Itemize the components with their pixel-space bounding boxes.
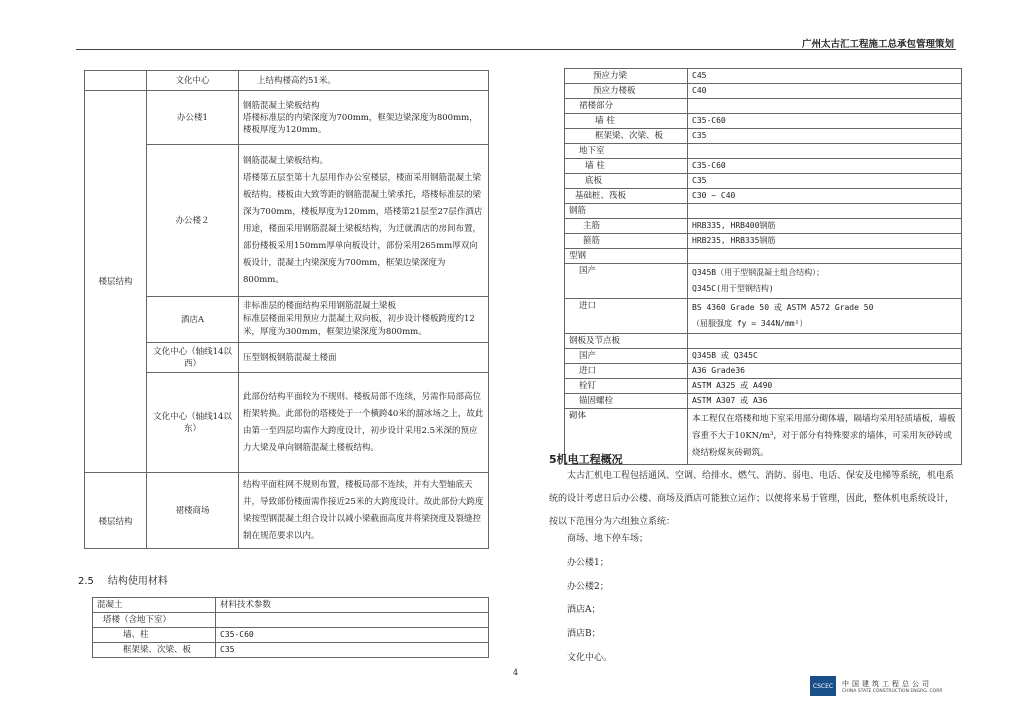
table-cell: 文化中心: [147, 71, 239, 91]
table-cell: 主筋: [565, 219, 688, 234]
table-cell: 裙楼部分: [565, 99, 688, 114]
system-list: [549, 528, 648, 671]
floor-structure-table: [84, 70, 489, 549]
table-cell: 本工程仅在塔楼和地下室采用部分砌体墙，隔墙均采用轻质墙板，墙板容重不大于10KN/m³，对于部分有特殊要求的墙体，可采用灰砂砖或烧结粉煤灰砖砌筑。: [688, 409, 962, 465]
cscec-logo-icon: CSCEC: [810, 676, 836, 696]
table-cell: 裙楼商场: [147, 473, 239, 549]
table-cell: C35: [688, 174, 962, 189]
section-heading-2-5: [78, 572, 168, 587]
table-cell: 预应力梁: [565, 69, 688, 84]
table-cell: 栓钉: [565, 379, 688, 394]
row-group-label: 楼层结构: [85, 91, 147, 473]
table-cell: 框架梁、次梁、板: [93, 643, 216, 658]
table-cell: ASTM A325 或 A490: [688, 379, 962, 394]
table-cell: C35-C60: [688, 159, 962, 174]
list-item: 酒店A；: [567, 605, 601, 616]
table-cell: 钢筋混凝土梁板结构 塔楼标准层的内梁深度为700mm，框架边梁深度为800mm，楼板厚度为120mm。: [239, 91, 489, 145]
table-cell: [85, 71, 147, 91]
table-cell: [688, 99, 962, 114]
table-cell: HRB235, HRB335钢筋: [688, 234, 962, 249]
section-heading-5: 5机电工程概况: [549, 453, 623, 466]
list-item: 办公楼1；: [567, 557, 609, 568]
table-cell: C40: [688, 84, 962, 99]
table-cell: 进口: [565, 364, 688, 379]
table-cell: [688, 144, 962, 159]
table-cell: 型钢: [565, 249, 688, 264]
table-cell: 文化中心（轴线14以西）: [147, 343, 239, 373]
table-cell: [688, 334, 962, 349]
document-header-title: 广州太古汇工程施工总承包管理策划: [801, 39, 954, 50]
table-cell: 砌体: [565, 409, 688, 465]
table-cell: ASTM A307 或 A36: [688, 394, 962, 409]
header-rule: [76, 49, 956, 50]
table-cell: 预应力楼板: [565, 84, 688, 99]
table-cell: 混凝土: [93, 598, 216, 613]
table-cell: 锚固螺栓: [565, 394, 688, 409]
table-cell: 办公楼２: [147, 145, 239, 297]
page-number: 4: [513, 668, 519, 677]
table-cell: 材料技术参数: [216, 598, 489, 613]
section-number: 2.5: [78, 576, 94, 587]
material-table-left: [92, 597, 489, 658]
company-logo: [810, 676, 943, 696]
list-item: 文化中心。: [567, 652, 613, 663]
table-cell: C35: [688, 129, 962, 144]
table-cell: C35-C60: [216, 628, 489, 643]
table-cell: 墙 柱: [565, 159, 688, 174]
table-cell: 塔楼（含地下室）: [93, 613, 216, 628]
table-cell: 文化中心（轴线14以东）: [147, 373, 239, 473]
table-cell: Q345B（用于型钢混凝土组合结构）； Q345C(用于型钢结构): [688, 264, 962, 299]
table-cell: 酒店A: [147, 297, 239, 343]
table-cell: 国产: [565, 349, 688, 364]
table-cell: [688, 249, 962, 264]
table-cell: HRB335, HRB400钢筋: [688, 219, 962, 234]
table-cell: 箍筋: [565, 234, 688, 249]
material-table-right: [564, 68, 962, 465]
table-cell: 地下室: [565, 144, 688, 159]
row-group-label: 楼层结构: [85, 473, 147, 549]
table-cell: 压型钢板钢筋混凝土楼面: [239, 343, 489, 373]
table-cell: Q345B 或 Q345C: [688, 349, 962, 364]
table-cell: 办公楼1: [147, 91, 239, 145]
table-cell: [688, 204, 962, 219]
table-cell: 上结构楼高约51米。: [239, 71, 489, 91]
table-cell: 框架梁、次梁、板: [565, 129, 688, 144]
table-cell: 国产: [565, 264, 688, 299]
list-item: 办公楼2；: [567, 581, 609, 592]
company-name-en: CHINA STATE CONSTRUCTION ENGRG. CORP.: [842, 688, 943, 694]
table-cell: C35-C60: [688, 114, 962, 129]
table-cell: 非标准层的楼面结构采用钢筋混凝土梁板 标准层楼面采用预应力混凝土双向板，初步设计楼板跨度约12米，厚度为300mm，框架边梁深度为800mm。: [239, 297, 489, 343]
table-cell: 结构平面柱网不规则布置，楼板局部不连续，并有大型轴底天井，导致部份楼面需作接近25米的大跨度设计。故此部份大跨度梁按型钢混凝土组合设计以减小梁截面高度并将梁挠度及裂缝控制在规范要求以内。: [239, 473, 489, 549]
list-item: 商场、地下停车场；: [567, 534, 649, 544]
table-cell: 底板: [565, 174, 688, 189]
list-item: 酒店B；: [567, 629, 601, 640]
table-cell: [216, 613, 489, 628]
table-cell: 墙、柱: [93, 628, 216, 643]
company-name-cn: 中国建筑工程总公司: [842, 679, 932, 688]
section-5-paragraph: 太古汇机电工程包括通风、空调、给排水、燃气、消防、弱电、电话、保安及电梯等系统，机电系统的设计考虑日后办公楼、商场及酒店可能独立运作；以便将来易于管理，因此，整体机电系统设计，按以下范围分为六组独立系统：: [549, 471, 955, 527]
table-cell: C45: [688, 69, 962, 84]
table-cell: 钢板及节点板: [565, 334, 688, 349]
section-title: 结构使用材料: [107, 576, 168, 587]
table-cell: C30 ~ C40: [688, 189, 962, 204]
table-cell: 进口: [565, 299, 688, 334]
table-cell: BS 4360 Grade 50 或 ASTM A572 Grade 50 （屈服强度 fy = 344N/mm²）: [688, 299, 962, 334]
table-cell: C35: [216, 643, 489, 658]
table-cell: A36 Grade36: [688, 364, 962, 379]
table-cell: 墙 柱: [565, 114, 688, 129]
table-cell: 钢筋混凝土梁板结构。 塔楼第五层至第十九层用作办公室楼层，楼面采用钢筋混凝土梁板结构。楼板由大致等距的钢筋混凝土梁承托，塔楼标准层的梁深为700mm，楼板厚度为120mm，塔楼第21层至27层作酒店用途，楼面采用钢筋混凝土梁板结构，为迁就酒店的房间布置，部份楼板采用150mm厚单向板设计，部份采用265mm厚双向板设计，混凝土内梁深度为700mm，框架边梁深度为800mm。: [239, 145, 489, 297]
table-cell: 基础桩、筏板: [565, 189, 688, 204]
table-cell: 此部份结构平面较为不规则、楼板局部不连续，另需作局部高位桁架转换。此部份的塔楼处于一个横跨40米的溜冰场之上，故此由第一至四层均需作大跨度设计，初步设计采用2.5米深的预应力大梁及单向钢筋混凝土楼板结构。: [239, 373, 489, 473]
table-cell: 钢筋: [565, 204, 688, 219]
